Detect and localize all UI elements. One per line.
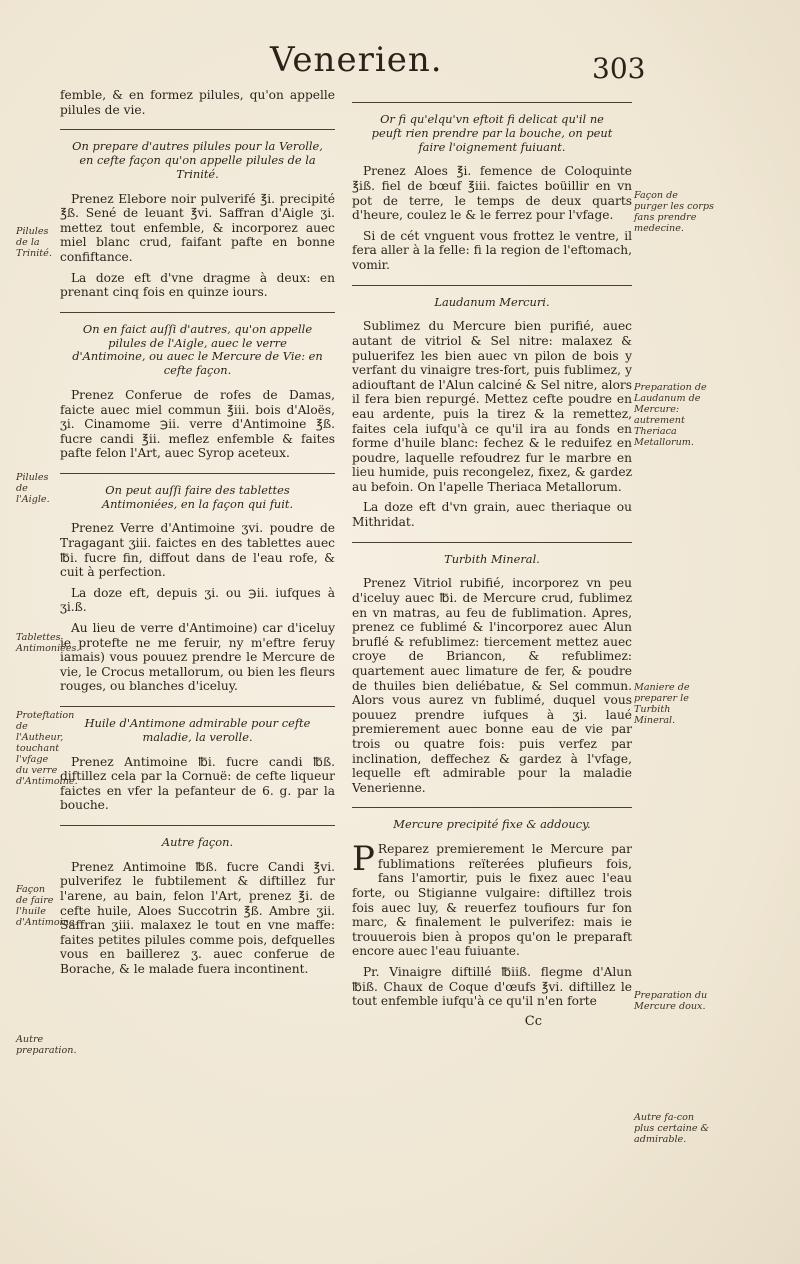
paragraph: Prenez Aloes ℥i. femence de Coloquinte ℥iß. fiel de bœuf ℥iii. faictes boüillir en vn pot de terre, le temps de deux quarts d'heure, coulez le & le ferrez pour l'vfage. (352, 164, 632, 223)
paragraph: Prenez Elebore noir pulverifé ℥i. precipité ℥ß. Sené de leuant ℥vi. Saffran d'Aigle ʒi. mettez tout enfemble, & incorporez auec miel blanc crud, faifant pafte en bonne confiftance. (60, 191, 335, 264)
paragraph: Prenez Vitriol rubifié, incorporez vn peu d'iceluy auec ℔i. de Mercure crud, fublimez en vn matras, au feu de fublimation. Apres, prenez ce fublimé & l'incorporez auec Alun bruflé & refublimez: tiercement mettez auec croye de Briancon, & refublimez: quartement auec limature de fer, & poudre de thuiles bien deliébatue, & Sel commun. Alors vous aurez vn fublimé, duquel vous pouuez prendre iufques à ʒi. laué premierement auec bonne eau de vie par trois ou quatre fois: puis verfez par inclination, deffechez & gardez à l'vfage, lequelle eft admirable pour la maladie Venerienne. (352, 576, 632, 795)
paragraph: Prenez Verre d'Antimoine ʒvi. poudre de Tragagant ʒiii. faictes en des tablettes auec ℔i. fucre fin, diffout dans de l'eau rofe, & cuit à perfection. (60, 521, 335, 580)
paragraph: femble, & en formez pilules, qu'on appelle pilules de vie. (60, 88, 335, 117)
paragraph: Au lieu de verre d'Antimoine) car d'iceluy ie protefte ne me feruir, ny m'eftre feruy iamais) vous pouuez prendre le Mercure de vie, le Crocus metallorum, ou bien les fleurs rouges, ou blanches d'iceluy. (60, 621, 335, 694)
margin-note: Preparation de Laudanum de Mercure: autrement Theriaca Metallorum. (634, 382, 707, 448)
page-number: 303 (592, 52, 646, 85)
divider (352, 807, 632, 808)
paragraph: Prenez Antimoine ℔i. fucre candi ℔ß. diftillez cela par la Cornuë: de cefte liqueur faictes en vfer la pefanteur de 6. g. par la bouche. (60, 754, 335, 813)
signature-mark: Cc (524, 1013, 542, 1029)
section-heading: Huile d'Antimone admirable pour cefte maladie, la verolle. (84, 716, 311, 744)
section-heading: On peut auſſi faire des tablettes Antimoniées, en la façon qui fuit. (101, 482, 294, 511)
paragraph: La doze eft, depuis ʒi. ou ℈ii. iufques à ʒi.ß. (60, 585, 335, 615)
paragraph: Sublimez du Mercure bien purifié, auec autant de vitriol & Sel nitre: malaxez & puluerifez les bien auec vn pilon de bois y verfant du vinaigre tres-fort, puis fublimez, y adiouftant de l'Alun calciné & Sel nitre, alors il fera bien repurgé. Mettez cefte poudre en eau ardente, puis la tirez & la remettez, faites cela iufqu'à ce qu'il ira au fonds en forme d'huile blanc: fechez & le reduifez en poudre, laquelle refoudrez fur le marbre en lieu humide, puis recongelez, fixez, & gardez au befoin. On l'apelle Theriaca Metallorum. (352, 319, 632, 494)
paragraph: Pr. Vinaigre diftillé ℔iiß. flegme d'Alun ℔iß. Chaux de Coque d'œufs ℥vi. diftillez le tout enfemble iufqu'à ce qu'il n'en forte (352, 964, 632, 1009)
running-head: Venerien. (270, 40, 443, 80)
paragraph-text: Reparez premierement le Mercure par fublimations reïterées plufieurs fois, fans l'amortir, puis le fixez auec l'eau forte, ou Stigianne vulgaire: diftillez trois fois auec luy, & reuerfez toufiours fur fon marc, & finalement le pulverifez: mais ie trouuerois bien à propos qu'on le preparaft encore auec l'eau fuiuante. (352, 842, 632, 959)
divider (60, 473, 335, 474)
section-heading: Turbith Mineral. (444, 551, 540, 566)
drop-cap: P (352, 839, 375, 880)
paragraph: La doze eft d'vne dragme à deux: en prenant cinq fois en quinze iours. (60, 270, 335, 300)
margin-note: Maniere de preparer le Turbith Mineral. (634, 682, 690, 726)
margin-note: Autre preparation. (16, 1034, 77, 1056)
paragraph: Si de cét vnguent vous frottez le ventre, il fera aller à la felle: fi la region de l'eftomach, vomir. (352, 228, 632, 272)
divider (60, 312, 335, 313)
divider (352, 542, 632, 543)
margin-note: Pilules de l'Aigle. (16, 472, 50, 505)
section-heading: Laudanum Mercuri. (434, 294, 550, 309)
section-heading: On prepare d'autres pilules pour la Verolle, en cefte façon qu'on appelle pilules de la Trinité. (72, 139, 323, 181)
margin-note: Façon de purger les corps fans prendre medecine. (634, 190, 714, 234)
divider (352, 285, 632, 286)
divider (60, 706, 335, 707)
section-heading: Or fi qu'elqu'vn eftoit fi delicat qu'il ne peuft rien prendre par la bouche, on peut faire l'oignement fuiuant. (371, 112, 613, 154)
divider (60, 825, 335, 826)
divider (352, 102, 632, 103)
margin-note: Tablettes Antimoniées. (16, 632, 80, 654)
margin-note: Façon de faire l'huile d'Antimoine. (16, 884, 78, 928)
left-column (60, 88, 335, 983)
margin-note: Proteftation de l'Autheur, touchant l'vfage du verre d'Antimoine. (16, 710, 78, 787)
right-column (352, 88, 632, 1029)
margin-note: Autre fa-con plus certaine & admirable. (634, 1112, 710, 1145)
paragraph: Prenez Conferue de rofes de Damas, faicte auec miel commun ℥iii. bois d'Aloës, ʒi. Cinamome ℈ii. verre d'Antimoine ℥ß. fucre candi ℥ii. meflez enfemble & faites pafte felon l'Art, auec Syrop aceteux. (60, 387, 335, 461)
section-heading: Mercure precipité fixe & addoucy. (393, 817, 591, 832)
margin-note: Pilules de la Trinité. (16, 226, 52, 259)
section-heading: Autre façon. (161, 834, 234, 849)
margin-note: Preparation du Mercure doux. (634, 990, 708, 1012)
paragraph: La doze eft d'vn grain, auec theriaque ou Mithridat. (352, 500, 632, 530)
paragraph: Prenez Antimoine ℔ß. fucre Candi ℥vi. pulverifez le fubtilement & diftillez fur l'arene, au bain, felon l'Art, prenez ℥i. de cefte huile, Aloes Succotrin ℥ß. Ambre ʒii. Saffran ʒiii. malaxez le tout en vne maffe: faites petites pilules comme pois, defquelles vous en baillerez ʒ. auec conferue de Borache, & le malade fuera incontinent. (60, 859, 335, 976)
section-heading: On en faict auſſi d'autres, qu'on appelle pilules de l'Aigle, auec le verre d'Antimoine, ou auec le Mercure de Vie: en cefte façon. (72, 321, 323, 378)
paragraph (352, 839, 632, 959)
divider (60, 129, 335, 130)
